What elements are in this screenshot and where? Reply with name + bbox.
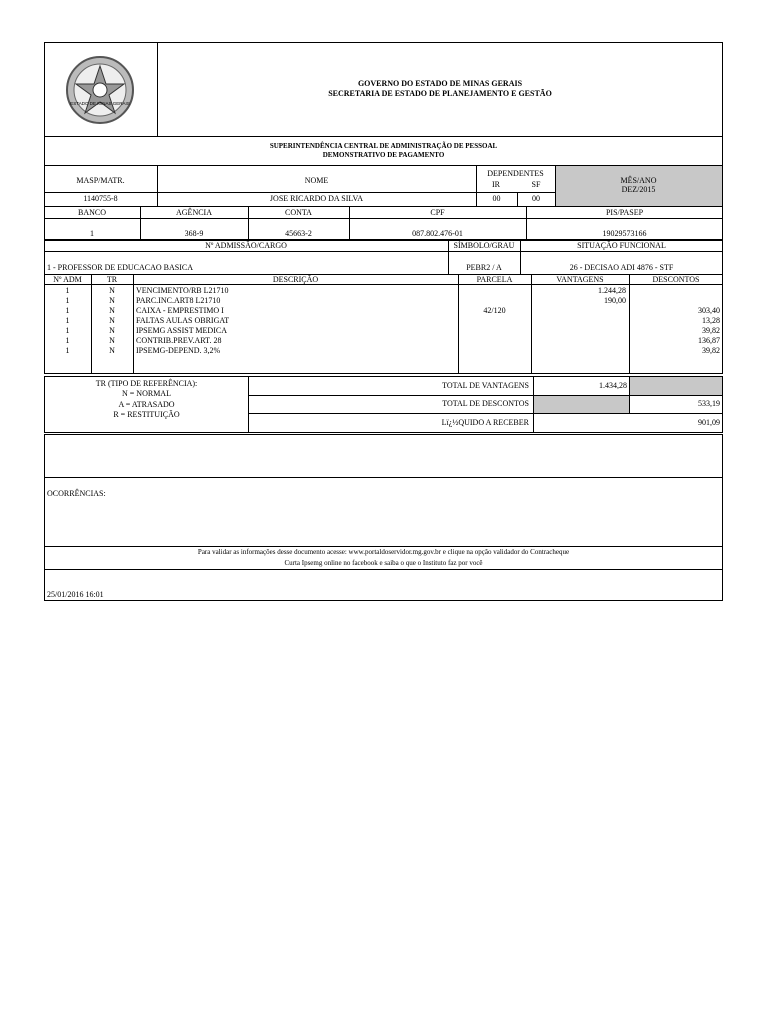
seal-text: ESTADO DE MINAS GERAIS xyxy=(70,101,130,106)
cell-adm: 1 xyxy=(65,306,70,315)
total-descontos-gray xyxy=(534,396,629,413)
masp-label: MASP/MATR. xyxy=(76,176,125,185)
cell-tr: N xyxy=(109,316,115,325)
cell-adm: 1 xyxy=(65,336,70,345)
cell-adm: 1 xyxy=(65,326,70,335)
subheader-title-2: DEMONSTRATIVO DE PAGAMENTO xyxy=(322,151,445,159)
cell-descricao: CAIXA - EMPRESTIMO I xyxy=(136,306,224,315)
col-descontos-header: DESCONTOS xyxy=(652,275,700,284)
banco-value: 1 xyxy=(90,229,94,238)
cell-descontos: 39,82 xyxy=(702,346,720,355)
situacao-value: 26 - DECISAO ADI 4876 - STF xyxy=(569,263,674,272)
ocorrencias-label: OCORRÊNCIAS: xyxy=(47,489,106,498)
col-vantagens-header: VANTAGENS xyxy=(556,275,604,284)
mesano-label: MÊS/ANO xyxy=(620,176,657,185)
cell-adm: 1 xyxy=(65,286,70,295)
banco-label: BANCO xyxy=(77,208,106,217)
cell-tr: N xyxy=(109,286,115,295)
state-seal xyxy=(54,52,146,128)
ir-value: 00 xyxy=(492,194,501,203)
cell-tr: N xyxy=(109,326,115,335)
conta-label: CONTA xyxy=(285,208,312,217)
sf-value: 00 xyxy=(532,194,540,203)
simbolo-value: PEBR2 / A xyxy=(466,263,502,272)
cell-tr: N xyxy=(109,346,115,355)
cpf-label: CPF xyxy=(430,208,445,217)
cell-parcela: 42/120 xyxy=(483,306,506,315)
col-parcela-header: PARCELA xyxy=(476,275,513,284)
blank-box xyxy=(44,434,723,478)
dependentes-label: DEPENDENTES xyxy=(487,169,544,178)
header-title-2: SECRETARIA DE ESTADO DE PLANEJAMENTO E GESTÃO xyxy=(328,89,552,98)
situacao-label: SITUAÇÃO FUNCIONAL xyxy=(577,241,666,250)
liquido-value: 901,09 xyxy=(698,418,720,427)
legend-title: TR (TIPO DE REFERÊNCIA): xyxy=(95,379,198,388)
total-descontos-label: TOTAL DE DESCONTOS xyxy=(442,399,529,408)
cell-tr: N xyxy=(109,336,115,345)
agencia-value: 368-9 xyxy=(184,229,204,238)
cell-vantagens: 1.244,28 xyxy=(598,286,626,295)
admissao-value: 1 - PROFESSOR DE EDUCACAO BASICA xyxy=(47,263,194,272)
pis-label: PIS/PASEP xyxy=(605,208,644,217)
total-vantagens-label: TOTAL DE VANTAGENS xyxy=(442,381,529,390)
cell-adm: 1 xyxy=(65,346,70,355)
footer-line-1: Para validar as informações desse documento acesse: www.portaldoservidor.mg.gov.br e clique na opção validador do Contracheque xyxy=(197,548,570,556)
footer-line-2: Curta Ipsemg online no facebook e saiba o que o Instituto faz por você xyxy=(284,559,483,567)
cell-descontos: 39,82 xyxy=(702,326,720,335)
header-title-1: GOVERNO DO ESTADO DE MINAS GERAIS xyxy=(357,79,523,88)
cell-descricao: CONTRIB.PREV.ART. 28 xyxy=(136,336,222,345)
admissao-label: Nº ADMISSÃO/CARGO xyxy=(205,241,287,250)
seal-icon xyxy=(54,52,146,128)
nome-label: NOME xyxy=(304,176,329,185)
liquido-label: Lï¿½QUIDO A RECEBER xyxy=(441,418,529,427)
cell-descontos: 13,28 xyxy=(702,316,720,325)
pis-value: 19029573166 xyxy=(602,229,647,238)
total-descontos-value: 533,19 xyxy=(698,399,720,408)
timestamp: 25/01/2016 16:01 xyxy=(47,590,104,599)
cell-adm: 1 xyxy=(65,296,70,305)
conta-value: 45663-2 xyxy=(285,229,312,238)
cell-vantagens: 190,00 xyxy=(604,296,626,305)
total-vantagens-gray xyxy=(630,377,722,395)
cell-descricao: FALTAS AULAS OBRIGAT xyxy=(136,316,230,325)
col-descricao-header: DESCRIÇÃO xyxy=(272,275,319,284)
cpf-value: 087.802.476-01 xyxy=(412,229,463,238)
simbolo-label: SÍMBOLO/GRAU xyxy=(453,241,515,250)
cell-descontos: 303,40 xyxy=(698,306,720,315)
cell-descontos: 136,87 xyxy=(698,336,720,345)
mesano-value: DEZ/2015 xyxy=(621,185,656,194)
masp-value: 1140755-8 xyxy=(83,194,118,203)
col-tr-header: TR xyxy=(106,275,118,284)
cell-descricao: VENCIMENTO/RB L21710 xyxy=(136,286,229,295)
nome-value: JOSE RICARDO DA SILVA xyxy=(269,194,364,203)
col-adm-header: Nº ADM xyxy=(53,275,82,284)
cell-tr: N xyxy=(109,296,115,305)
legend-restituicao: R = RESTITUIÇÃO xyxy=(113,410,180,419)
total-vantagens-value: 1.434,28 xyxy=(599,381,627,390)
subheader-title-1: SUPERINTENDÊNCIA CENTRAL DE ADMINISTRAÇÃO DE PESSOAL xyxy=(269,142,498,150)
agencia-label: AGÊNCIA xyxy=(176,208,212,217)
cell-descricao: IPSEMG-DEPEND. 3,2% xyxy=(136,346,221,355)
cell-adm: 1 xyxy=(65,316,70,325)
legend-normal: N = NORMAL xyxy=(122,389,171,398)
cell-tr: N xyxy=(109,306,115,315)
cell-descricao: IPSEMG ASSIST MEDICA xyxy=(136,326,227,335)
sf-label: SF xyxy=(531,180,541,189)
legend-atrasado: A = ATRASADO xyxy=(118,400,175,409)
ocorrencias-box xyxy=(44,477,723,547)
ir-label: IR xyxy=(492,180,500,189)
cell-descricao: PARC.INC.ART8 L21710 xyxy=(136,296,221,305)
